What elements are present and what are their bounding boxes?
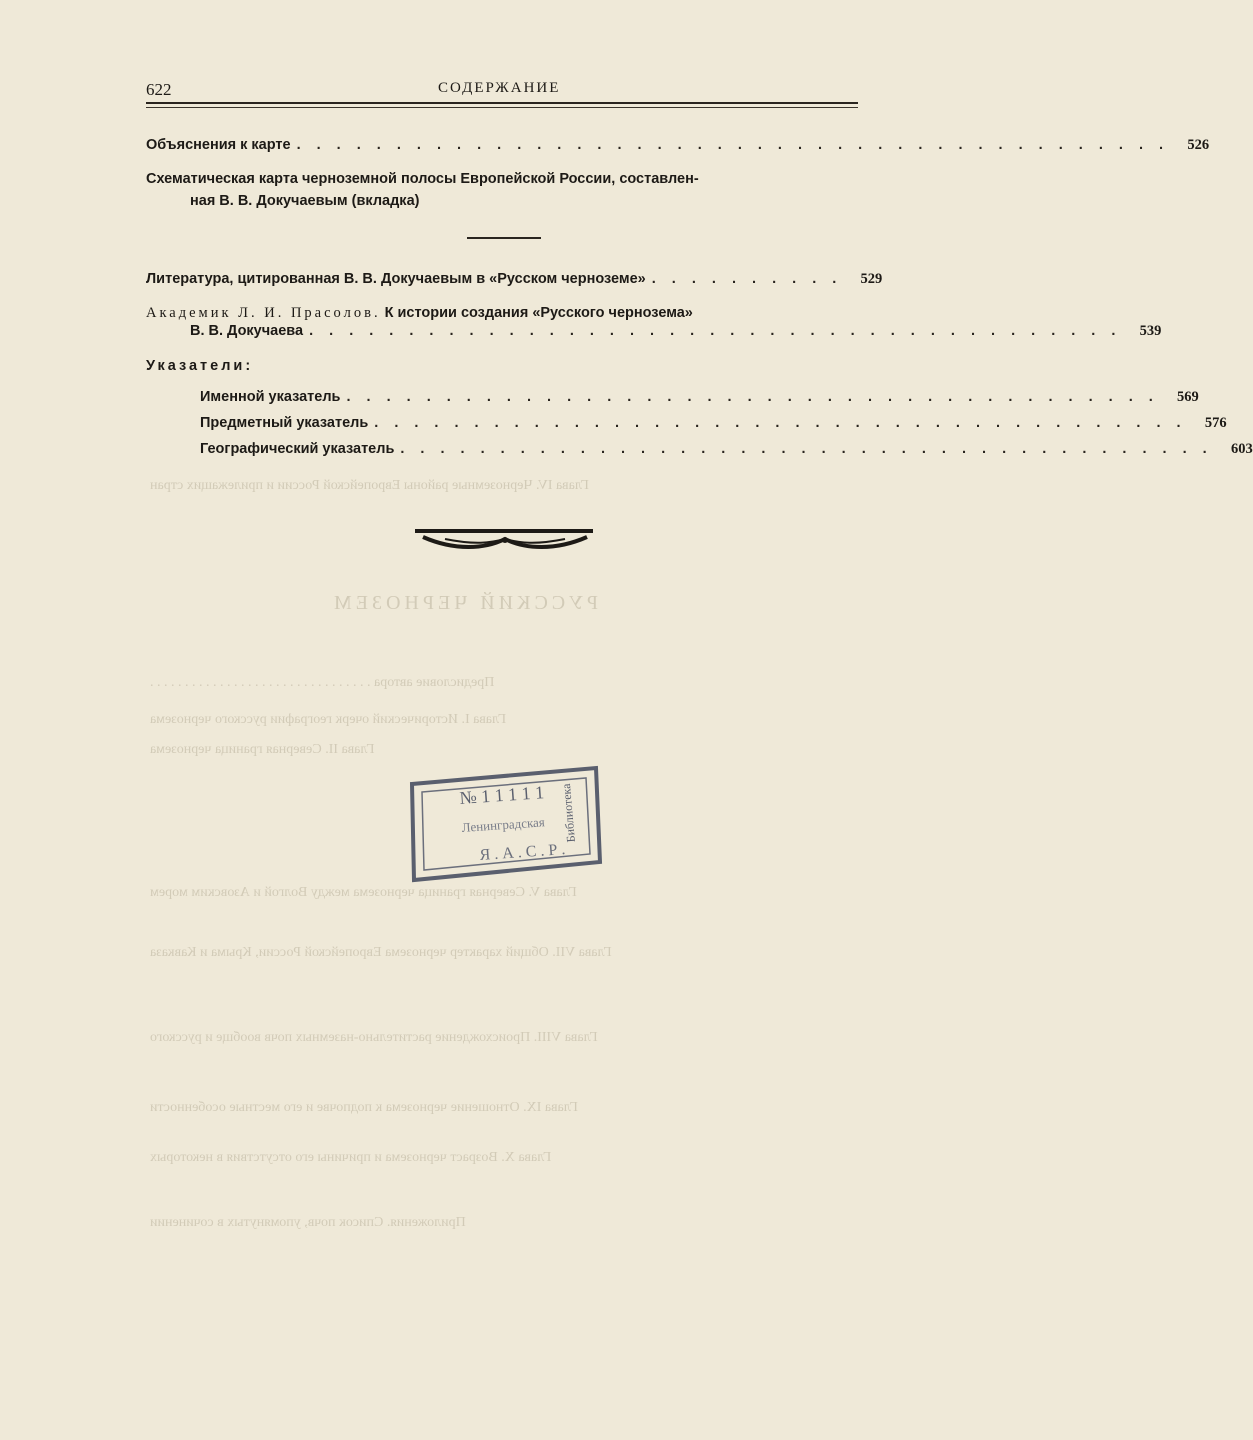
leader-dots: . . . . . . . . . . . . . . . . . . . . . . . . . . . . . . . . . . . . . . . . . xyxy=(346,389,1159,405)
page-number: 622 xyxy=(146,80,172,99)
toc-entry-prasolov-line2 xyxy=(190,323,1162,340)
toc-index-names xyxy=(200,389,1199,406)
bleed-through-text: Глава IX. Отношение чернозема к подпочве и его местные особенности xyxy=(150,1100,578,1115)
bleed-through-text: Глава II. Северная граница чернозема xyxy=(150,742,375,757)
leader-dots: . . . . . . . . . . . . . . . . . . . . . . . . . . . . . . . . . . . . . . . . . xyxy=(309,323,1122,339)
svg-text:№ 1 1 1 1 1: № 1 1 1 1 1 xyxy=(458,782,545,808)
toc-entry-author: Академик Л. И. Прасолов. xyxy=(146,305,381,321)
leader-dots: . . . . . . . . . . . . . . . . . . . . . . . . . . . . . . . . . . . . . . . . . xyxy=(374,415,1187,431)
toc-entry-page: 603 xyxy=(1230,441,1253,457)
leader-dots: . . . . . . . . . . . . . . . . . . . . . . . . . . . . . . . . . . . . . . . . . . . . xyxy=(296,137,1170,153)
toc-entry-map-explanations xyxy=(146,137,1210,154)
bleed-through-text: Глава IV. Черноземные районы Европейской России и прилежащих стран xyxy=(150,478,589,493)
header-rule-thick xyxy=(146,102,858,104)
toc-index-subjects xyxy=(200,415,1227,432)
bleed-through-text: Глава VII. Общий характер чернозема Европейской России, Крыма и Кавказа xyxy=(150,945,612,960)
library-stamp xyxy=(400,762,610,887)
toc-entry-title: Именной указатель xyxy=(200,389,341,405)
bleed-through-text: Глава V. Северная граница чернозема между Волгой и Азовским морем xyxy=(150,885,577,900)
section-divider xyxy=(467,237,541,239)
toc-index-geography xyxy=(200,441,1253,458)
leader-dots: . . . . . . . . . . xyxy=(651,271,843,287)
toc-entry-schematic-map-line1: Схематическая карта черноземной полосы Европейской России, составлен- xyxy=(146,171,699,187)
header-rule-thin xyxy=(146,107,858,108)
running-title: СОДЕРЖАНИЕ xyxy=(438,80,561,96)
toc-entry-literature xyxy=(146,271,883,288)
toc-entry-title: К истории создания «Русского чернозема» xyxy=(384,305,693,321)
bleed-through-text: Глава X. Возраст чернозема и причины его отсутствия в некоторых xyxy=(150,1150,552,1165)
toc-entry-title: Литература, цитированная В. В. Докучаевым в «Русском черноземе» xyxy=(146,271,646,287)
bleed-through-text: Глава VIII. Происхождение растительно-наземных почв вообще и русского xyxy=(150,1030,598,1045)
ornament-divider xyxy=(415,527,595,553)
bleed-through-text: Приложения. Список почв, упомянутых в сочинении xyxy=(150,1215,466,1230)
toc-entry-page: 569 xyxy=(1177,389,1199,405)
toc-entry-prasolov-line1 xyxy=(146,305,693,322)
leader-dots: . . . . . . . . . . . . . . . . . . . . . . . . . . . . . . . . . . . . . . . . . xyxy=(400,441,1213,457)
stamp-text: Библиотека xyxy=(558,783,578,843)
toc-entry-schematic-map-line2: ная В. В. Докучаевым (вкладка) xyxy=(190,193,420,209)
svg-text:Я . А . С . Р .: Я . А . С . Р . xyxy=(479,841,566,864)
svg-text:Ленинградская: Ленинградская xyxy=(461,814,546,835)
toc-entry-title: Географический указатель xyxy=(200,441,395,457)
bleed-through-text: Предисловие автора . . . . . . . . . . . . . . . . . . . . . . . . . . . . . . . . xyxy=(150,675,495,690)
toc-entry-page: 529 xyxy=(860,271,883,287)
toc-entry-page: 526 xyxy=(1187,137,1210,153)
toc-entry-page: 539 xyxy=(1139,323,1162,339)
toc-entry-title: Объяснения к карте xyxy=(146,137,291,153)
toc-entry-title: Предметный указатель xyxy=(200,415,369,431)
toc-entry-page: 576 xyxy=(1204,415,1227,431)
indexes-heading: Указатели: xyxy=(146,358,254,374)
bleed-through-text: РУССКИЙ ЧЕРНОЗЕМ xyxy=(330,592,598,614)
bleed-through-text: Глава I. Исторический очерк географии русского чернозема xyxy=(150,712,507,727)
toc-entry-title: В. В. Докучаева xyxy=(190,323,304,339)
